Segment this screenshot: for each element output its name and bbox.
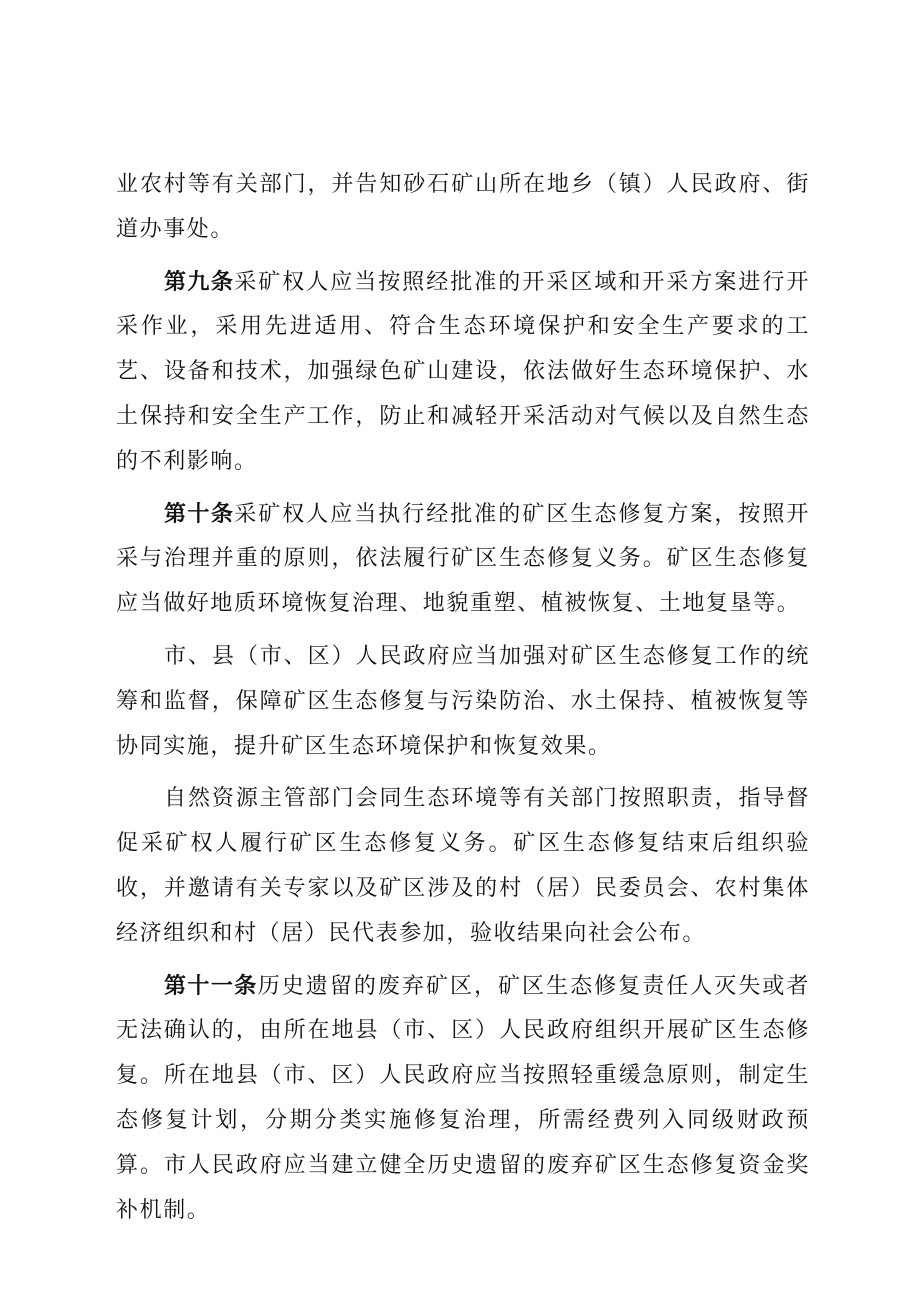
article-heading: 第九条	[164, 269, 235, 295]
paragraph-text: 采矿权人应当执行经批准的矿区生态修复方案，按照开采与治理并重的原则，依法履行矿区生态修复义务。矿区生态修复应当做好地质环境恢复治理、地貌重塑、植被恢复、土地复垦等。	[116, 501, 810, 617]
article-9-paragraph	[116, 261, 810, 485]
paragraph-text: 市、县（市、区）人民政府应当加强对矿区生态修复工作的统筹和监督，保障矿区生态修复与污染防治、水土保持、植被恢复等协同实施，提升矿区生态环境保护和恢复效果。	[116, 643, 810, 759]
article-10-paragraph	[116, 493, 810, 627]
article-10-clause-3	[116, 777, 810, 956]
paragraph-continuation	[116, 163, 810, 253]
article-heading: 第十条	[164, 501, 235, 527]
paragraph-text: 业农村等有关部门，并告知砂石矿山所在地乡（镇）人民政府、街道办事处。	[116, 172, 810, 242]
document-page	[116, 163, 810, 1241]
article-10-clause-2	[116, 635, 810, 769]
paragraph-text: 自然资源主管部门会同生态环境等有关部门按照职责，指导督促采矿权人履行矿区生态修复义务。矿区生态修复结束后组织验收，并邀请有关专家以及矿区涉及的村（居）民委员会、农村集体经济组织和村（居）民代表参加，验收结果向社会公布。	[116, 786, 810, 946]
paragraph-text: 历史遗留的废弃矿区，矿区生态修复责任人灭失或者无法确认的，由所在地县（市、区）人民政府组织开展矿区生态修复。所在地县（市、区）人民政府应当按照轻重缓急原则，制定生态修复计划，分期分类实施修复治理，所需经费列入同级财政预算。市人民政府应当建立健全历史遗留的废弃矿区生态修复资金奖补机制。	[116, 973, 810, 1223]
paragraph-text: 采矿权人应当按照经批准的开采区域和开采方案进行开采作业，采用先进适用、符合生态环境保护和安全生产要求的工艺、设备和技术，加强绿色矿山建设，依法做好生态环境保护、水土保持和安全生产工作，防止和减轻开采活动对气候以及自然生态的不利影响。	[116, 269, 810, 474]
article-11-paragraph	[116, 965, 810, 1234]
article-heading: 第十一条	[164, 973, 258, 999]
